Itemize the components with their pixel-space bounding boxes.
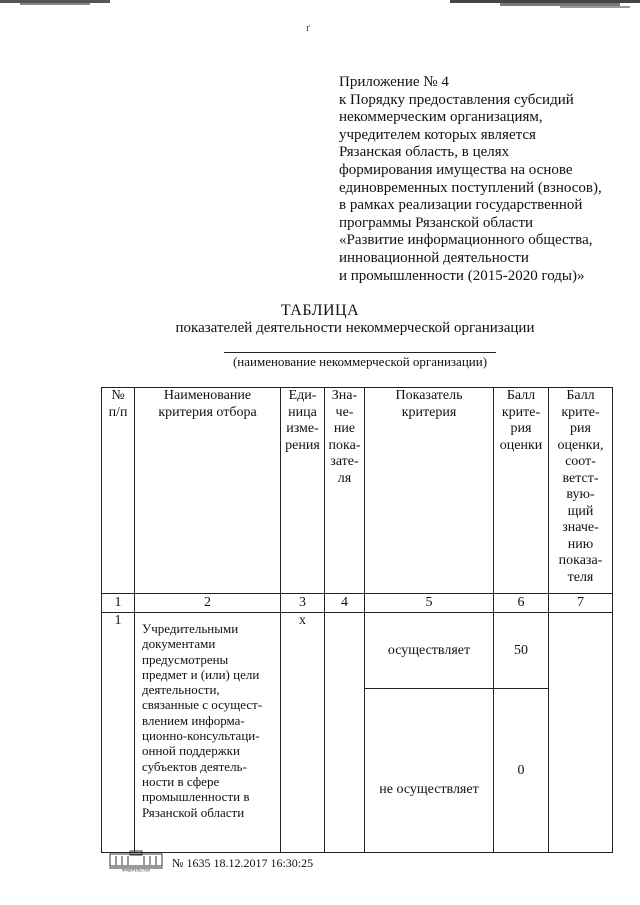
scan-edge-artifact bbox=[0, 0, 640, 14]
column-number-row bbox=[102, 594, 613, 613]
column-number: 6 bbox=[494, 594, 549, 613]
criterion-name: Учредительными документами предусмотрены предмет и (или) цели деятельности, связанные с осущест- влением информа- ционно-консультаци- онной поддержки субъектов деятель- ности в сфере промышленности в Рязанской области bbox=[135, 613, 281, 853]
table-subtitle: показателей деятельности некоммерческой организации bbox=[175, 320, 535, 336]
column-number: 1 bbox=[102, 594, 135, 613]
appendix-line: Рязанская область, в целях bbox=[339, 144, 510, 161]
criterion-score: 0 bbox=[494, 689, 549, 853]
table-header-row bbox=[102, 388, 613, 594]
column-number: 5 bbox=[365, 594, 494, 613]
svg-text:ПРАВИТЕЛЬСТВО: ПРАВИТЕЛЬСТВО bbox=[121, 868, 151, 872]
appendix-line: формирования имущества на основе bbox=[339, 161, 573, 178]
row-number: 1 bbox=[102, 613, 135, 853]
appendix-line: в рамках реализации государственной bbox=[339, 197, 583, 214]
pencil-mark: ґ bbox=[306, 22, 310, 34]
appendix-line: инновационной деятельности bbox=[339, 249, 529, 266]
header-cell-matching-score: Балл крите- рия оценки, соот- ветст- вую- щий значе- нию показа- теля bbox=[549, 388, 613, 594]
header-cell-value: Зна- че- ние пока- зате- ля bbox=[325, 388, 365, 594]
appendix-line: учредителем которых является bbox=[339, 126, 536, 143]
appendix-line: и промышленности (2015-2020 годы)» bbox=[339, 267, 585, 284]
registration-number: № 1635 18.12.2017 16:30:25 bbox=[172, 856, 314, 870]
header-cell-indicator: Показатель критерия bbox=[365, 388, 494, 594]
header-cell-unit: Еди- ница изме- рения bbox=[281, 388, 325, 594]
appendix-note bbox=[339, 74, 629, 285]
matching-score-cell bbox=[549, 613, 613, 853]
criteria-table bbox=[101, 387, 613, 853]
table-title: ТАБЛИЦА bbox=[280, 302, 360, 319]
org-name-blank-line bbox=[224, 352, 496, 353]
org-name-caption: (наименование некоммерческой организации) bbox=[232, 354, 488, 369]
indicator-criterion: осуществляет bbox=[365, 613, 494, 689]
column-number: 3 bbox=[281, 594, 325, 613]
column-number: 7 bbox=[549, 594, 613, 613]
appendix-line: некоммерческим организациям, bbox=[339, 109, 543, 126]
appendix-line: Приложение № 4 bbox=[339, 74, 449, 90]
appendix-line: программы Рязанской области bbox=[339, 214, 534, 231]
header-cell-number: № п/п bbox=[102, 388, 135, 594]
unit-of-measure: x bbox=[281, 613, 325, 853]
header-cell-criterion: Наименование критерия отбора bbox=[135, 388, 281, 594]
column-number: 4 bbox=[325, 594, 365, 613]
indicator-criterion: не осуществляет bbox=[365, 689, 494, 853]
government-building-logo bbox=[108, 850, 164, 872]
indicator-value-cell bbox=[325, 613, 365, 853]
criterion-score: 50 bbox=[494, 613, 549, 689]
header-cell-score: Балл крите- рия оценки bbox=[494, 388, 549, 594]
appendix-line: к Порядку предоставления субсидий bbox=[339, 91, 574, 108]
table-row bbox=[102, 613, 613, 689]
appendix-line: «Развитие информационного общества, bbox=[339, 232, 593, 249]
appendix-line: единовременных поступлений (взносов), bbox=[339, 179, 602, 196]
column-number: 2 bbox=[135, 594, 281, 613]
